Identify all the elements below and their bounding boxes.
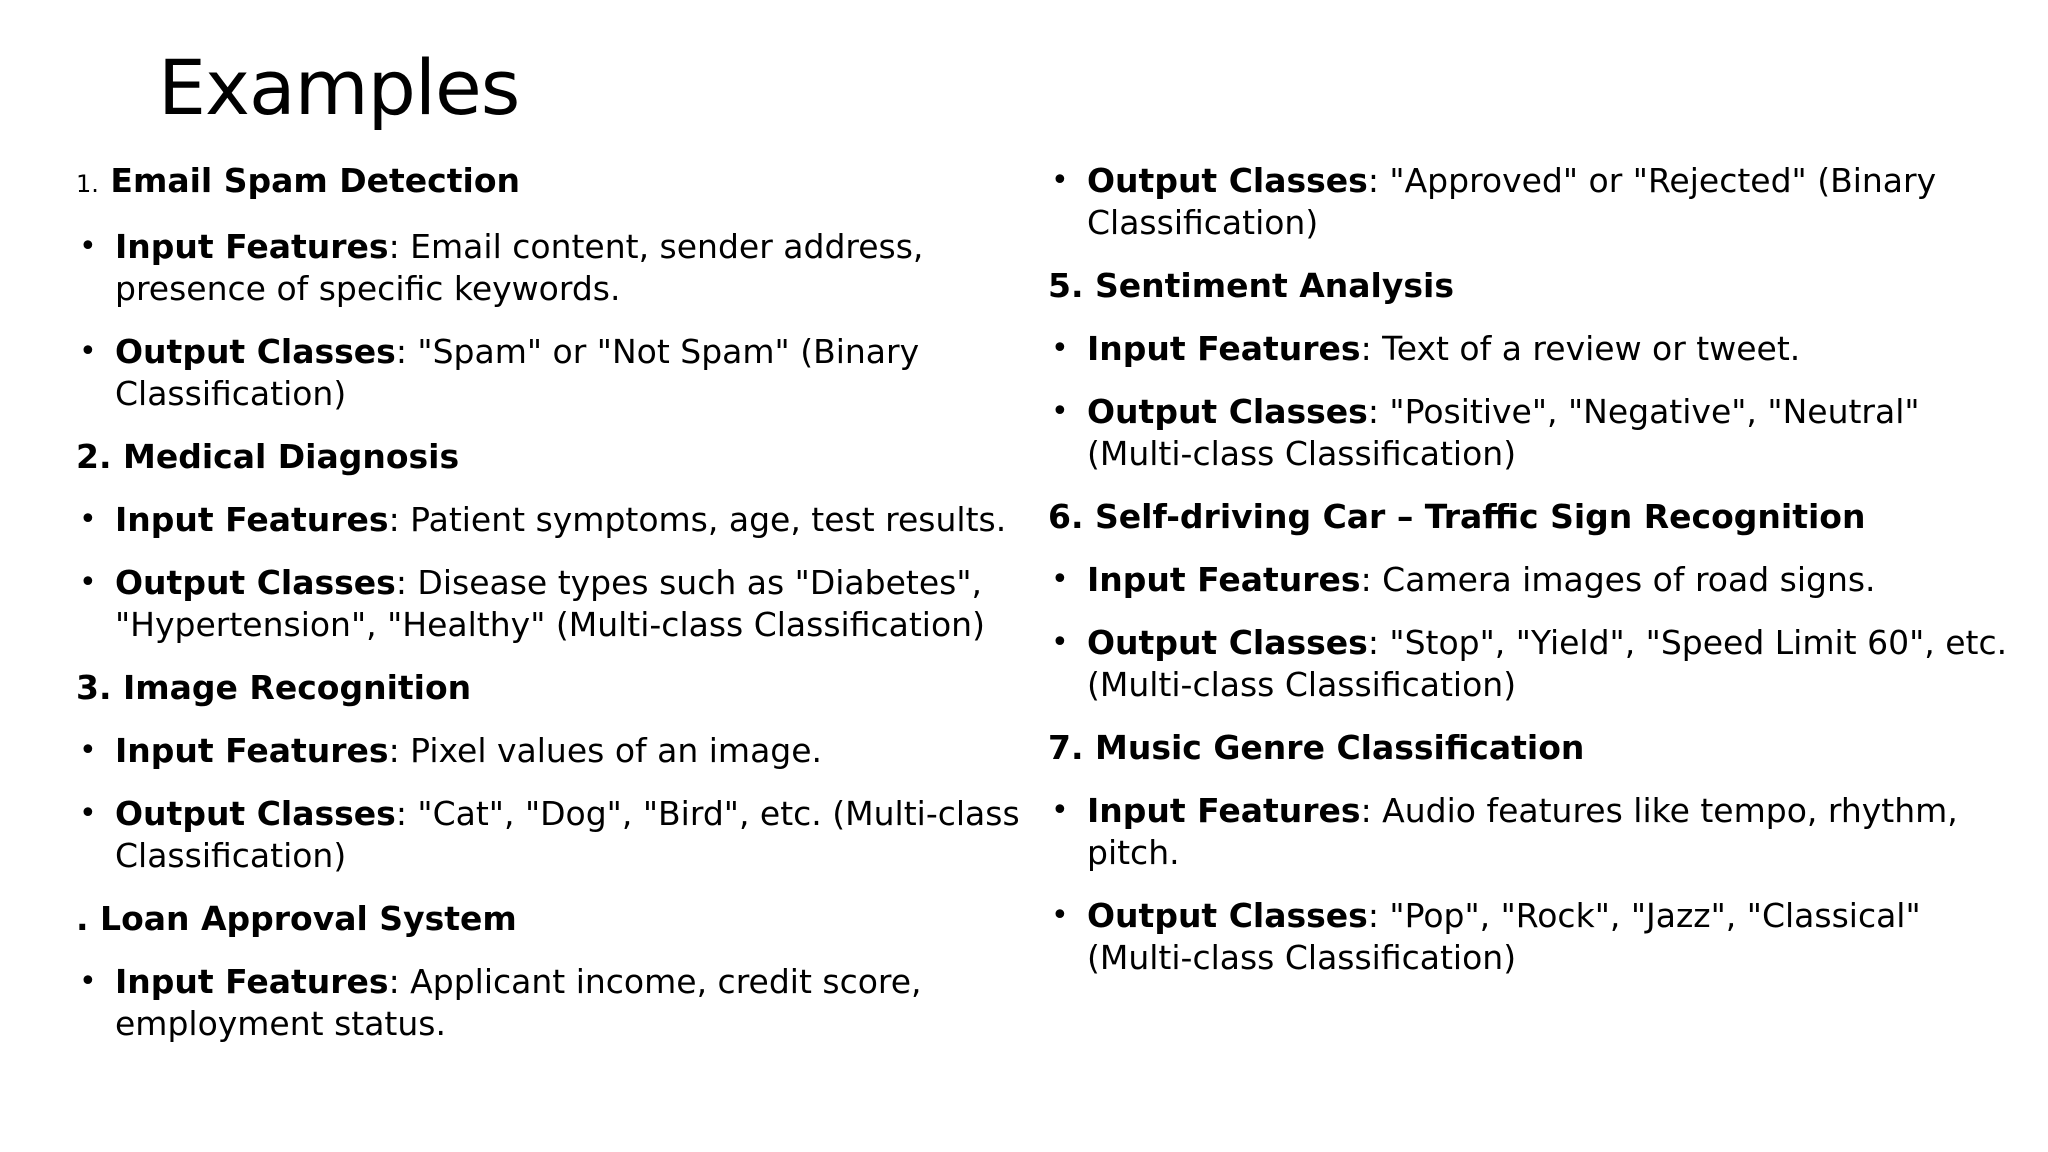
bullet-dot: • bbox=[1051, 793, 1069, 828]
example-heading-medical-diagnosis bbox=[76, 436, 1056, 478]
example-heading-loan-approval bbox=[76, 898, 1056, 940]
bullet-text: : Audio features like tempo, rhythm, pitch. bbox=[1087, 791, 1958, 872]
left-column bbox=[76, 160, 1056, 1066]
bullet-text: : Email content, sender address, presence of specific keywords. bbox=[115, 227, 924, 308]
bullet-text: : "Stop", "Yield", "Speed Limit 60", etc. (Multi-class Classification) bbox=[1087, 623, 2008, 704]
example-number: 1. bbox=[76, 170, 99, 198]
bullet-input-features bbox=[76, 499, 1056, 541]
example-heading-email-spam bbox=[76, 160, 1056, 205]
bullet-text: : Disease types such as "Diabetes", "Hypertension", "Healthy" (Multi-class Classification) bbox=[115, 563, 985, 644]
example-title: Sentiment Analysis bbox=[1095, 266, 1454, 305]
bullet-key: Output Classes bbox=[115, 794, 396, 833]
example-title: Music Genre Classification bbox=[1095, 728, 1585, 767]
bullet-input-features bbox=[76, 226, 1056, 310]
bullet-dot: • bbox=[1051, 625, 1069, 660]
example-title: Self-driving Car – Traffic Sign Recognition bbox=[1095, 497, 1866, 536]
bullet-key: Input Features bbox=[115, 227, 389, 266]
bullet-dot: • bbox=[79, 733, 97, 768]
bullet-key: Output Classes bbox=[1087, 161, 1368, 200]
bullet-output-classes bbox=[1048, 160, 2008, 244]
example-number: 3. bbox=[76, 668, 112, 707]
bullet-text: : "Spam" or "Not Spam" (Binary Classification) bbox=[115, 332, 920, 413]
bullet-text: : Applicant income, credit score, employment status. bbox=[115, 962, 922, 1043]
bullet-dot: • bbox=[79, 565, 97, 600]
bullet-output-classes bbox=[1048, 895, 2008, 979]
example-heading-image-recognition bbox=[76, 667, 1056, 709]
example-number: 6. bbox=[1048, 497, 1084, 536]
bullet-input-features bbox=[1048, 790, 2008, 874]
bullet-key: Input Features bbox=[115, 731, 389, 770]
bullet-dot: • bbox=[1051, 562, 1069, 597]
slide-title: Examples bbox=[158, 43, 520, 132]
bullet-dot: • bbox=[1051, 331, 1069, 366]
bullet-dot: • bbox=[79, 229, 97, 264]
bullet-dot: • bbox=[79, 964, 97, 999]
bullet-text: : "Cat", "Dog", "Bird", etc. (Multi-class Classification) bbox=[115, 794, 1020, 875]
example-title: Loan Approval System bbox=[100, 899, 517, 938]
bullet-dot: • bbox=[1051, 898, 1069, 933]
bullet-key: Input Features bbox=[115, 962, 389, 1001]
bullet-key: Input Features bbox=[115, 500, 389, 539]
bullet-output-classes bbox=[76, 562, 1056, 646]
bullet-text: : "Approved" or "Rejected" (Binary Classification) bbox=[1087, 161, 1937, 242]
example-title: Image Recognition bbox=[123, 668, 472, 707]
example-number: 2. bbox=[76, 437, 112, 476]
bullet-input-features bbox=[1048, 328, 2008, 370]
example-title: Medical Diagnosis bbox=[123, 437, 460, 476]
bullet-output-classes bbox=[1048, 391, 2008, 475]
bullet-output-classes bbox=[1048, 622, 2008, 706]
bullet-key: Output Classes bbox=[1087, 623, 1368, 662]
bullet-key: Input Features bbox=[1087, 791, 1361, 830]
bullet-text: : Text of a review or tweet. bbox=[1360, 329, 1801, 368]
bullet-output-classes bbox=[76, 793, 1056, 877]
bullet-key: Output Classes bbox=[1087, 392, 1368, 431]
bullet-key: Input Features bbox=[1087, 560, 1361, 599]
example-title: Email Spam Detection bbox=[110, 161, 520, 200]
right-column bbox=[1048, 160, 2008, 1000]
example-heading-traffic-sign-recognition bbox=[1048, 496, 2008, 538]
example-number: 7. bbox=[1048, 728, 1084, 767]
example-heading-sentiment-analysis bbox=[1048, 265, 2008, 307]
bullet-input-features bbox=[1048, 559, 2008, 601]
bullet-text: : Camera images of road signs. bbox=[1360, 560, 1876, 599]
bullet-output-classes bbox=[76, 331, 1056, 415]
bullet-text: : Pixel values of an image. bbox=[388, 731, 823, 770]
bullet-text: : "Positive", "Negative", "Neutral" (Multi-class Classification) bbox=[1087, 392, 1920, 473]
bullet-dot: • bbox=[1051, 394, 1069, 429]
bullet-input-features bbox=[76, 961, 1056, 1045]
example-heading-music-genre bbox=[1048, 727, 2008, 769]
bullet-key: Input Features bbox=[1087, 329, 1361, 368]
bullet-dot: • bbox=[79, 502, 97, 537]
bullet-text: : Patient symptoms, age, test results. bbox=[388, 500, 1007, 539]
bullet-key: Output Classes bbox=[1087, 896, 1368, 935]
bullet-dot: • bbox=[79, 334, 97, 369]
bullet-text: : "Pop", "Rock", "Jazz", "Classical" (Multi-class Classification) bbox=[1087, 896, 1921, 977]
bullet-dot: • bbox=[79, 796, 97, 831]
example-number: 5. bbox=[1048, 266, 1084, 305]
example-number: . bbox=[76, 899, 89, 938]
bullet-key: Output Classes bbox=[115, 563, 396, 602]
bullet-input-features bbox=[76, 730, 1056, 772]
bullet-key: Output Classes bbox=[115, 332, 396, 371]
bullet-dot: • bbox=[1051, 163, 1069, 198]
